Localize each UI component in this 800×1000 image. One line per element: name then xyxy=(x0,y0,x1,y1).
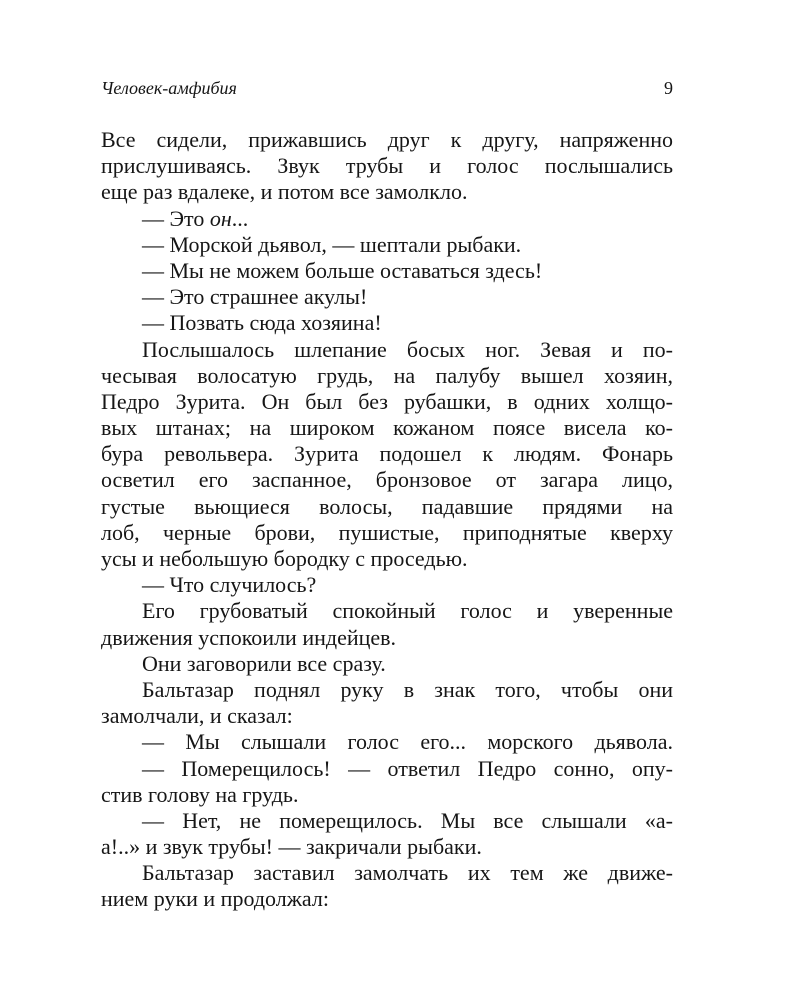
text-line: — Что случилось? xyxy=(142,572,317,598)
text-line: густые вьющиеся волосы, падавшие прядями на xyxy=(101,493,673,519)
text-line: — Позвать сюда хозяина! xyxy=(142,310,382,336)
book-title: Человек-амфибия xyxy=(101,78,237,98)
text-line: — Это страшнее акулы! xyxy=(142,284,368,310)
text-line: — Померещилось! — ответил Педро сонно, опу- xyxy=(142,755,673,781)
text-line: бура револьвера. Зурита подошел к людям. Фонарь xyxy=(101,441,673,467)
text-line: Все сидели, прижавшись друг к другу, напряженно xyxy=(101,127,673,152)
text-line: — Морской дьявол, — шептали рыбаки. xyxy=(142,231,522,257)
page-number: 9 xyxy=(664,78,673,98)
text-line: Они заговорили все сразу. xyxy=(142,650,386,676)
text-line: Бальтазар заставил замолчать их тем же движе- xyxy=(142,860,673,886)
text-line: нием руки и продолжал: xyxy=(101,886,329,912)
page-text xyxy=(101,127,673,913)
text-line: а!..» и звук трубы! — закричали рыбаки. xyxy=(101,834,482,860)
text-line: — Нет, не померещилось. Мы все слышали «а- xyxy=(142,807,673,833)
text-line xyxy=(101,206,673,232)
text-line: — Мы не можем больше оставаться здесь! xyxy=(142,257,543,283)
text-line: Послышалось шлепание босых ног. Зевая и по- xyxy=(142,336,673,362)
text-line: Педро Зурита. Он был без рубашки, в одних холщо- xyxy=(101,388,673,414)
text-line: движения успокоили индейцев. xyxy=(101,624,397,650)
text-line: Бальтазар поднял руку в знак того, чтобы они xyxy=(142,676,673,702)
text-line: стив голову на грудь. xyxy=(101,781,299,807)
text-line: замолчали, и сказал: xyxy=(101,703,293,729)
ellipsis: ... xyxy=(231,205,249,231)
text-line: усы и небольшую бородку с проседью. xyxy=(101,546,468,571)
text-line: Его грубоватый спокойный голос и уверенные xyxy=(142,598,673,624)
text-line: осветил его заспанное, бронзовое от загара лицо, xyxy=(101,467,673,493)
text-line: еще раз вдалеке, и потом все замолкло. xyxy=(101,179,468,205)
text-line: — Мы слышали голос его... морского дьявола. xyxy=(142,729,673,755)
text-line: прислушиваясь. Звук трубы и голос послышались xyxy=(101,153,673,179)
dialogue-text: — Это xyxy=(142,205,210,231)
emphasized-word: он xyxy=(209,205,232,231)
text-line: вых штанах; на широком кожаном поясе висела ко- xyxy=(101,415,673,441)
running-header xyxy=(101,77,677,101)
text-line: лоб, черные брови, пушистые, приподнятые кверху xyxy=(101,519,673,545)
text-line: чесывая волосатую грудь, на палубу вышел хозяин, xyxy=(101,362,673,388)
